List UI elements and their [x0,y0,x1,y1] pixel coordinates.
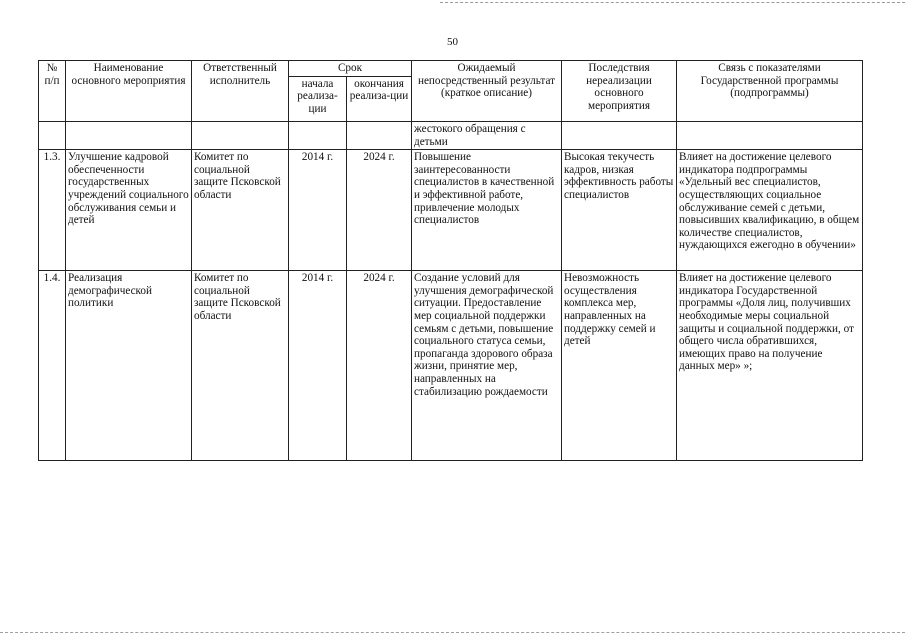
cell-name: Реализация демографической политики [66,271,192,461]
scan-edge-top [440,2,905,3]
header-consequences: Последствия нереализации основного мероприятия [562,61,677,122]
header-link: Связь с показателями Государственной программы (подпрограммы) [677,61,863,122]
cell-start: 2014 г. [289,150,347,271]
header-term-start: начала реализа-ции [289,76,347,121]
cell-consequences [562,122,677,150]
header-term: Срок [289,61,412,77]
cell-executor: Комитет по социальной защите Псковской области [192,150,289,271]
cell-num: 1.4. [39,271,66,461]
header-name: Наименование основного мероприятия [66,61,192,122]
cell-link [677,122,863,150]
activities-table [38,60,863,461]
cell-executor [192,122,289,150]
cell-end [347,122,412,150]
cell-num: 1.3. [39,150,66,271]
cell-executor: Комитет по социальной защите Псковской области [192,271,289,461]
cell-num [39,122,66,150]
scan-edge-bottom [0,632,905,633]
table-row [39,150,863,271]
cell-start [289,122,347,150]
cell-link: Влияет на достижение целевого индикатора подпрограммы «Удельный вес специалистов, осуществляющих социальное обслуживание семей с детьми, повысивших квалификацию, в общем количестве специалистов, нуждающихся ежегодно в обучении» [677,150,863,271]
cell-name [66,122,192,150]
cell-consequences: Невозможность осуществления комплекса мер, направленных на поддержку семей и детей [562,271,677,461]
cell-end: 2024 г. [347,271,412,461]
cell-start: 2014 г. [289,271,347,461]
page-number: 50 [447,36,458,48]
cell-expected: жестокого обращения с детьми [412,122,562,150]
cell-link: Влияет на достижение целевого индикатора Государственной программы «Доля лиц, получивших необходимые меры социальной защиты и социальной поддержки, от общего числа обратившихся, имеющих право на получение данных мер» »; [677,271,863,461]
table-row [39,271,863,461]
table-header-row [39,61,863,77]
header-num: № п/п [39,61,66,122]
cell-consequences: Высокая текучесть кадров, низкая эффективность работы специалистов [562,150,677,271]
cell-expected: Повышение заинтересованности специалистов в качественной и эффективной работе, привлечение молодых специалистов [412,150,562,271]
cell-name: Улучшение кадровой обеспеченности государственных учреждений социального обслуживания семьи и детей [66,150,192,271]
header-executor: Ответственный исполнитель [192,61,289,122]
table-row [39,122,863,150]
header-term-end: окончания реализа-ции [347,76,412,121]
cell-expected: Создание условий для улучшения демографической ситуации. Предоставление мер социальной поддержки семьям с детьми, повышение социального статуса семьи, пропаганда здорового образа жизни, принятие мер, направленных на стабилизацию рождаемости [412,271,562,461]
header-expected: Ожидаемый непосредственный результат (краткое описание) [412,61,562,122]
cell-end: 2024 г. [347,150,412,271]
